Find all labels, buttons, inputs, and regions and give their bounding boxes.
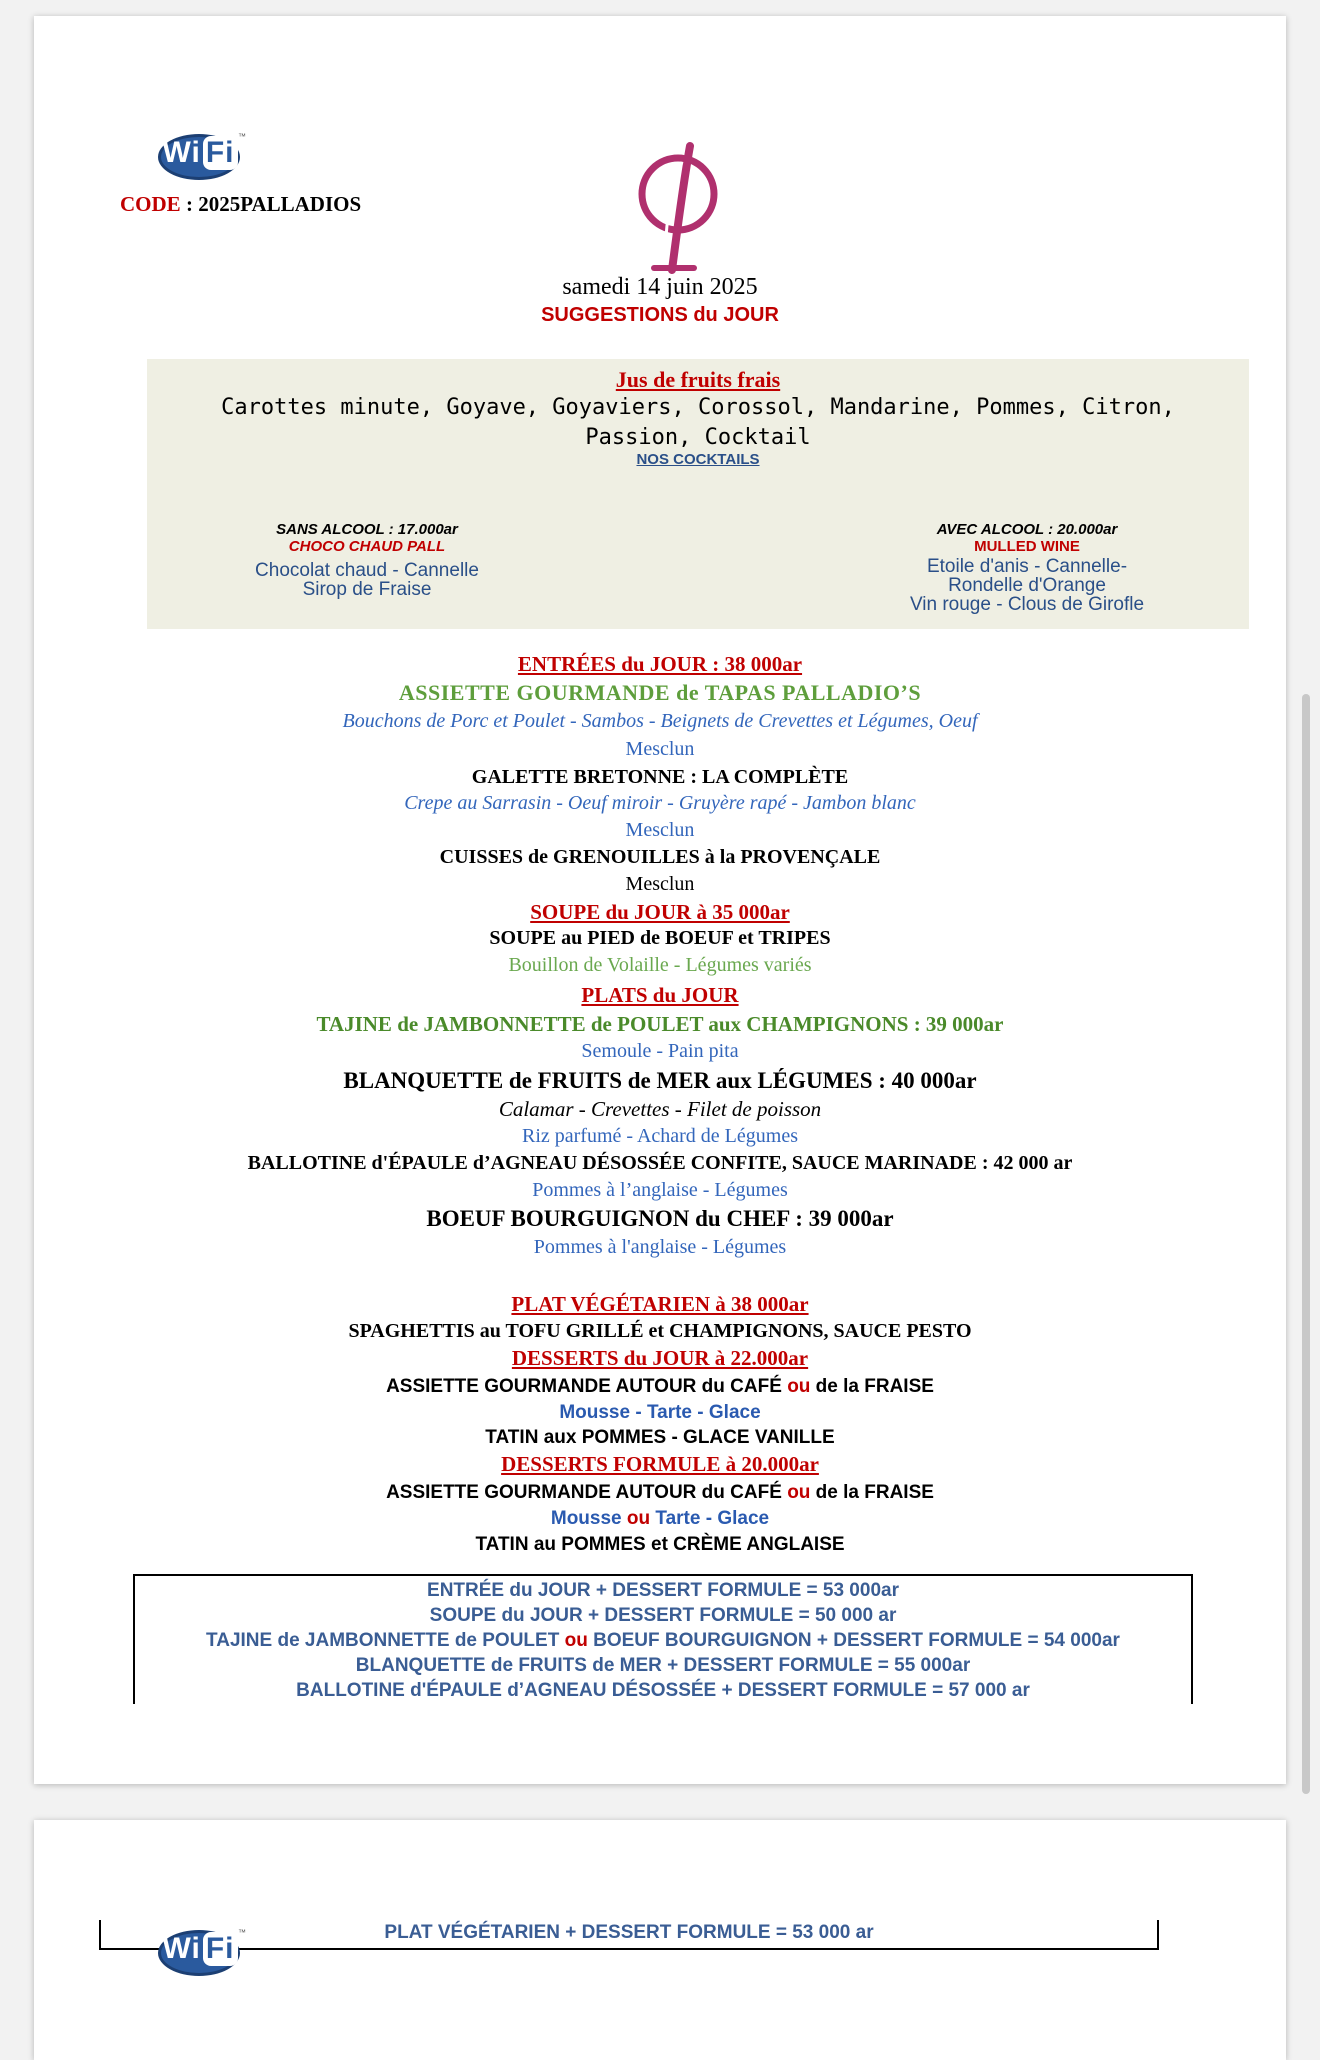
formule-desc-a: Mousse	[550, 1508, 627, 1529]
wifi-wi-text: Wi	[162, 136, 201, 169]
cocktail-avec-header: AVEC ALCOOL : 20.000ar	[936, 521, 1118, 538]
wifi-fi-text-2: Fi	[203, 1932, 238, 1966]
wifi-wi-text-2: Wi	[162, 1932, 201, 1965]
soupe-item: SOUPE au PIED de BOEUF et TRIPES	[489, 927, 831, 949]
soupe-desc: Bouillon de Volaille - Légumes variés	[508, 954, 812, 976]
dessert-tatin: TATIN aux POMMES - GLACE VANILLE	[485, 1427, 835, 1448]
formule-desc-ou: ou	[626, 1508, 651, 1529]
wifi-tm-2: ™	[238, 1928, 246, 1937]
desserts-formule-title: DESSERTS FORMULE à 20.000ar	[501, 1452, 819, 1476]
suggestions-title: SUGGESTIONS du JOUR	[541, 304, 779, 326]
date: samedi 14 juin 2025	[562, 274, 758, 300]
juice-list	[147, 393, 1249, 453]
cocktail-sans-name: CHOCO CHAUD PALL	[288, 538, 446, 555]
formule-assiette-b: de la FRAISE	[810, 1482, 934, 1503]
wifi-tm: ™	[238, 132, 246, 141]
cocktail-avec-name: MULLED WINE	[974, 538, 1080, 555]
cocktail-sans-alcool	[207, 521, 527, 599]
vertical-scrollbar[interactable]	[1302, 694, 1310, 1794]
cocktails-title: NOS COCKTAILS	[636, 451, 760, 468]
dessert-assiette-desc: Mousse - Tarte - Glace	[559, 1402, 761, 1423]
plat-tajine-desc: Semoule - Pain pita	[581, 1040, 739, 1062]
plats-title: PLATS du JOUR	[581, 983, 739, 1007]
cocktail-avec-desc2: Rondelle d'Orange	[948, 575, 1106, 596]
dessert-assiette-ou: ou	[787, 1376, 811, 1397]
wifi-logo	[154, 122, 246, 182]
formule-line-2: SOUPE du JOUR + DESSERT FORMULE = 50 000 ar	[429, 1605, 897, 1626]
menu-page-1	[34, 16, 1286, 1784]
formule-assiette-desc	[34, 1508, 1286, 1530]
palladios-logo-icon	[628, 138, 738, 278]
plat-ballotine: BALLOTINE d'ÉPAULE d’AGNEAU DÉSOSSÉE CONFITE, SAUCE MARINADE : 42 000 ar	[247, 1152, 1073, 1174]
dessert-assiette	[34, 1376, 1286, 1398]
entree-galette: GALETTE BRETONNE : LA COMPLÈTE	[471, 766, 849, 788]
formule-line-3-ou: ou	[564, 1630, 588, 1651]
dessert-assiette-b: de la FRAISE	[810, 1376, 934, 1397]
entree-assiette: ASSIETTE GOURMANDE de TAPAS PALLADIO’S	[398, 680, 922, 705]
formule-line-3-b: BOEUF BOURGUIGNON + DESSERT FORMULE = 54 000ar	[587, 1630, 1120, 1651]
plat-blanquette-desc2: Riz parfumé - Achard de Légumes	[521, 1125, 798, 1147]
cocktail-avec-desc1: Etoile d'anis - Cannelle-	[926, 556, 1128, 577]
formule-box	[133, 1574, 1193, 1704]
entree-mesclun-2: Mesclun	[625, 819, 695, 841]
cocktail-sans-desc2: Sirop de Fraise	[302, 579, 432, 600]
code-label: CODE	[120, 192, 181, 216]
dessert-assiette-a: ASSIETTE GOURMANDE AUTOUR du CAFÉ	[386, 1376, 788, 1397]
vege-title: PLAT VÉGÉTARIEN à 38 000ar	[511, 1292, 809, 1316]
cocktail-sans-desc1: Chocolat chaud - Cannelle	[255, 560, 479, 581]
code-value: 2025PALLADIOS	[198, 192, 362, 216]
entrees-title: ENTRÉES du JOUR : 38 000ar	[517, 652, 803, 676]
juice-box	[147, 359, 1249, 629]
vege-item: SPAGHETTIS au TOFU GRILLÉ et CHAMPIGNONS, SAUCE PESTO	[348, 1320, 972, 1342]
wifi-code	[120, 192, 361, 217]
formule-assiette	[34, 1482, 1286, 1504]
wifi-logo-2	[154, 1918, 246, 1978]
cocktail-avec-alcool	[867, 521, 1187, 614]
formule-line-3	[135, 1630, 1191, 1652]
page2-formule-box	[99, 1920, 1159, 1950]
entree-mesclun-3: Mesclun	[625, 873, 695, 895]
formule-assiette-a: ASSIETTE GOURMANDE AUTOUR du CAFÉ	[386, 1482, 788, 1503]
plat-blanquette-desc1: Calamar - Crevettes - Filet de poisson	[498, 1097, 822, 1121]
juice-title: Jus de fruits frais	[615, 367, 781, 392]
formule-line-1: ENTRÉE du JOUR + DESSERT FORMULE = 53 000ar	[427, 1580, 899, 1601]
entree-galette-desc: Crepe au Sarrasin - Oeuf miroir - Gruyère rapé - Jambon blanc	[404, 792, 916, 814]
formule-assiette-ou: ou	[787, 1482, 811, 1503]
cocktail-sans-header: SANS ALCOOL : 17.000ar	[276, 521, 458, 538]
cocktail-avec-desc3: Vin rouge - Clous de Girofle	[909, 594, 1145, 615]
formule-line-5: BALLOTINE d'ÉPAULE d’AGNEAU DÉSOSSÉE + DESSERT FORMULE = 57 000 ar	[296, 1680, 1030, 1701]
formule-tatin: TATIN au POMMES et CRÈME ANGLAISE	[475, 1534, 845, 1555]
menu-page-2	[34, 1820, 1286, 2060]
juice-line-1: Carottes minute, Goyave, Goyaviers, Corossol, Mandarine, Pommes, Citron,	[221, 395, 1175, 420]
formule-line-4: BLANQUETTE de FRUITS de MER + DESSERT FORMULE = 55 000ar	[355, 1655, 971, 1676]
plat-ballotine-desc: Pommes à l’anglaise - Légumes	[532, 1179, 788, 1201]
code-sep: :	[180, 192, 199, 216]
plat-tajine: TAJINE de JAMBONNETTE de POULET aux CHAMPIGNONS : 39 000ar	[316, 1012, 1004, 1036]
entree-grenouilles: CUISSES de GRENOUILLES à la PROVENÇALE	[439, 846, 881, 868]
wifi-fi-text: Fi	[203, 136, 238, 170]
plat-blanquette: BLANQUETTE de FRUITS de MER aux LÉGUMES : 40 000ar	[343, 1068, 977, 1093]
formule-vege-line: PLAT VÉGÉTARIEN + DESSERT FORMULE = 53 000 ar	[384, 1922, 874, 1943]
entree-mesclun-1: Mesclun	[625, 738, 695, 760]
formule-line-3-a: TAJINE de JAMBONNETTE de POULET	[206, 1630, 565, 1651]
entree-assiette-desc: Bouchons de Porc et Poulet - Sambos - Beignets de Crevettes et Légumes, Oeuf	[342, 710, 978, 732]
plat-boeuf-desc: Pommes à l'anglaise - Légumes	[533, 1236, 787, 1258]
soupe-title: SOUPE du JOUR à 35 000ar	[530, 900, 790, 924]
desserts-title: DESSERTS du JOUR à 22.000ar	[511, 1346, 809, 1370]
plat-boeuf: BOEUF BOURGUIGNON du CHEF : 39 000ar	[426, 1206, 894, 1231]
formule-desc-b: Tarte - Glace	[650, 1508, 770, 1529]
juice-line-2: Passion, Cocktail	[585, 425, 811, 450]
